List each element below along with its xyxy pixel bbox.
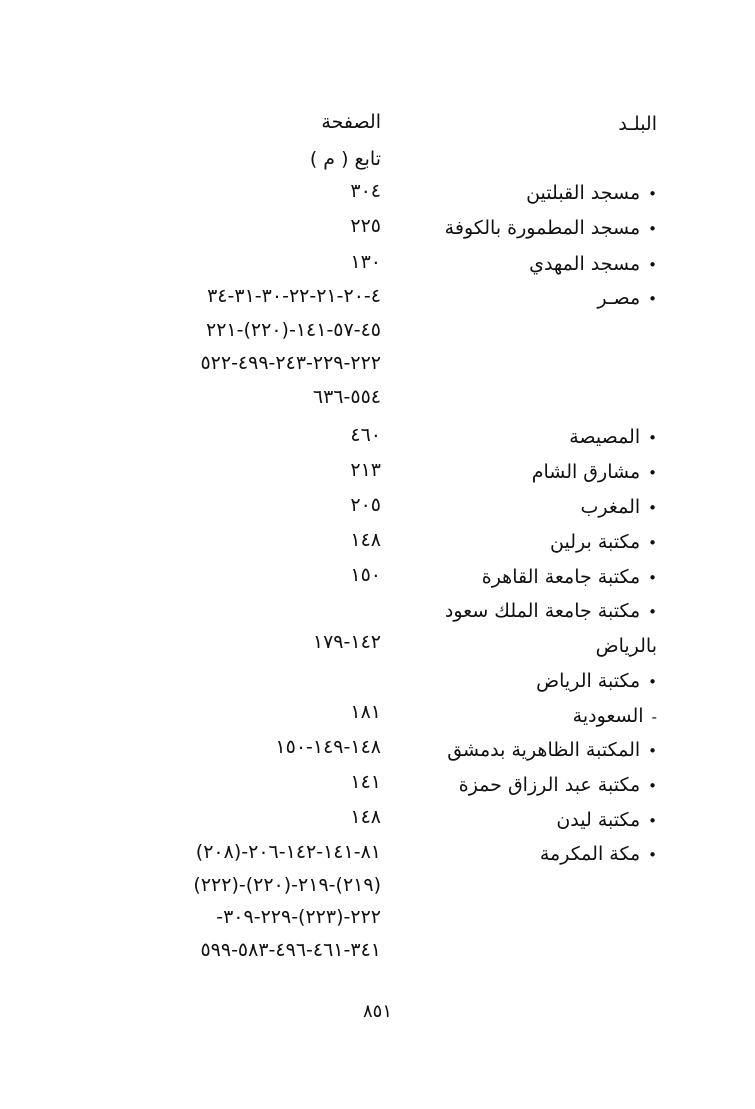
dash-marker: - bbox=[651, 708, 657, 726]
bullet-icon: • bbox=[648, 256, 657, 274]
column-header-country: البلـد bbox=[618, 113, 657, 135]
bullet-icon: • bbox=[648, 569, 657, 587]
index-entry-pages-continued: ٥٥٤-٦٣٦ bbox=[312, 386, 381, 408]
index-entry-place: •مكتبة ليدن bbox=[556, 809, 657, 831]
bullet-icon: • bbox=[648, 220, 657, 238]
continued-label: تابع ( م ) bbox=[309, 148, 381, 170]
index-entry-place: •مصـر bbox=[597, 287, 657, 309]
column-header-page: الصفحة bbox=[321, 111, 381, 133]
index-entry-pages: ٤٦٠ bbox=[350, 424, 381, 446]
index-entry-pages: ٣٠٤ bbox=[350, 180, 381, 202]
index-entry-pages: ١٤٨ bbox=[350, 529, 381, 551]
index-entry-place: •مكة المكرمة bbox=[539, 843, 657, 865]
bullet-icon: • bbox=[648, 429, 657, 447]
bullet-icon: • bbox=[648, 290, 657, 308]
index-entry-pages: ٤-٢٠-٢١-٢٢-٣٠-٣١-٣٤ bbox=[207, 285, 381, 307]
index-entry-place: •مكتبة برلين bbox=[550, 531, 657, 553]
index-entry-pages: ١٥٠ bbox=[350, 564, 381, 586]
index-entry-place: •مكتبة جامعة الملك سعود bbox=[444, 600, 657, 622]
bullet-icon: • bbox=[648, 603, 657, 621]
index-entry-pages: ٢١٣ bbox=[350, 459, 381, 481]
bullet-icon: • bbox=[648, 534, 657, 552]
index-entry-pages: ٨١-١٤١-١٤٢-٢٠٦-(٢٠٨) bbox=[195, 841, 381, 863]
index-entry-pages-continued: ٤٥-٥٧-١٤١-(٢٢٠)-٢٢١ bbox=[206, 319, 381, 341]
index-entry-pages: ١٤٨-١٤٩-١٥٠ bbox=[275, 736, 381, 758]
bullet-icon: • bbox=[648, 812, 657, 830]
index-entry-pages: ١٤١ bbox=[350, 771, 381, 793]
index-entry-place: •مسجد القبلتين bbox=[526, 182, 657, 204]
index-entry-subplace: -السعودية bbox=[572, 705, 657, 727]
page-number: ٨٥١ bbox=[362, 1001, 392, 1022]
index-entry-pages-continued: ٢٢٢-٢٢٩-٢٤٣-٤٩٩-٥٢٢ bbox=[200, 352, 381, 374]
index-entry-pages-continued: ٢٢٢-(٢٢٣)-٢٢٩-٣٠٩- bbox=[216, 906, 381, 928]
bullet-icon: • bbox=[648, 777, 657, 795]
index-entry-pages-continued: ٣٤١-٤٦١-٤٩٦-٥٨٣-٥٩٩ bbox=[200, 939, 381, 961]
index-entry-place: •مكتبة جامعة القاهرة bbox=[481, 566, 657, 588]
index-entry-place: •المكتبة الظاهرية بدمشق bbox=[447, 739, 657, 761]
bullet-icon: • bbox=[648, 185, 657, 203]
index-entry-place: •مكتبة عبد الرزاق حمزة bbox=[458, 774, 657, 796]
bullet-icon: • bbox=[648, 742, 657, 760]
index-entry-place: •مشارق الشام bbox=[531, 461, 657, 483]
index-entry-place: •مسجد المطمورة بالكوفة bbox=[444, 217, 657, 239]
index-entry-pages: ١٤٨ bbox=[350, 806, 381, 828]
index-entry-pages: ٢٢٥ bbox=[350, 215, 381, 237]
bullet-icon: • bbox=[648, 846, 657, 864]
index-entry-place: •المصيصة bbox=[569, 426, 657, 448]
bullet-icon: • bbox=[648, 464, 657, 482]
index-entry-place: •مسجد المهدي bbox=[529, 253, 657, 275]
index-entry-place: •مكتبة الرياض bbox=[536, 670, 657, 692]
bullet-icon: • bbox=[648, 673, 657, 691]
index-entry-pages: ١٣٠ bbox=[350, 251, 381, 273]
index-entry-pages: ١٤٢-١٧٩ bbox=[312, 631, 381, 653]
index-entry-place: •المغرب bbox=[580, 496, 657, 518]
index-entry-place-continued: بالرياض bbox=[595, 635, 657, 657]
index-entry-pages: ١٨١ bbox=[350, 701, 381, 723]
bullet-icon: • bbox=[648, 499, 657, 517]
index-entry-pages-continued: (٢١٩)-٢١٩-(٢٢٠)-(٢٢٢) bbox=[193, 874, 381, 896]
index-entry-pages: ٢٠٥ bbox=[350, 494, 381, 516]
